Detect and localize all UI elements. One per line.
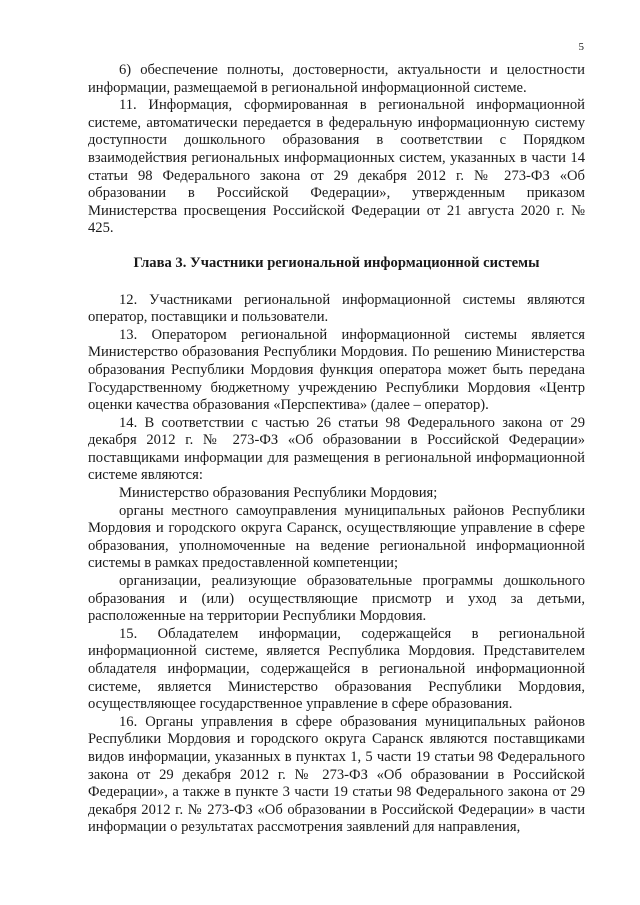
paragraph-16: 16. Органы управления в сфере образования муниципальных районов Республики Мордовия и городского округа Саранск являются поставщиками видов информации, указанных в пунктах 1, 5 части 19 статьи 98 Федерального закона от 29 декабря 2012 г. № 273-ФЗ «Об образовании в Российской Федерации», а также в пункте 3 части 19 статьи 98 Федерального закона от 29 декабря 2012 г. № 273-ФЗ «Об образовании в Российской Федерации» в части информации о результатах рассмотрения заявлений для направления,: [88, 713, 585, 836]
paragraph-item-6: 6) обеспечение полноты, достоверности, актуальности и целостности информации, размещаемой в региональной информационной системе.: [88, 62, 585, 96]
paragraph-11: 11. Информация, сформированная в региональной информационной системе, автоматически передается в федеральную информационную систему доступности дошкольного образования в соответствии с Порядком взаимодействия региональных информационных систем, указанных в части 14 статьи 98 Федерального закона от 29 декабря 2012 г. № 273-ФЗ «Об образовании в Российской Федерации», утвержденным приказом Министерства просвещения Российской Федерации от 21 августа 2020 г. № 425.: [88, 97, 585, 237]
paragraph-14: 14. В соответствии с частью 26 статьи 98 Федерального закона от 29 декабря 2012 г. № 273-ФЗ «Об образовании в Российской Федерации» поставщиками информации для размещения в региональной информационной системе являются:: [88, 414, 585, 484]
document-body: [88, 62, 585, 837]
page-number: 5: [578, 41, 584, 53]
chapter-heading: Глава 3. Участники региональной информационной системы: [133, 254, 540, 271]
list-item-local-authorities: органы местного самоуправления муниципальных районов Республики Мордовия и городского округа Саранск, осуществляющие управление в сфере образования, уполномоченные на ведение региональной информационной системы в рамках предоставленной компетенции;: [88, 502, 585, 572]
paragraph-13: 13. Оператором региональной информационной системы является Министерство образования Республики Мордовия. По решению Министерства образования Республики Мордовия функция оператора может быть передана Государственному бюджетному учреждению Республики Мордовия «Центр оценки качества образования «Перспектива» (далее – оператор).: [88, 326, 585, 414]
paragraph-12: 12. Участниками региональной информационной системы являются оператор, поставщики и пользователи.: [88, 291, 585, 326]
list-item-organizations: организации, реализующие образовательные программы дошкольного образования и (или) осуществляющие присмотр и уход за детьми, расположенные на территории Республики Мордовия.: [88, 573, 585, 625]
list-item-ministry: Министерство образования Республики Мордовия;: [119, 485, 438, 502]
paragraph-15: 15. Обладателем информации, содержащейся в региональной информационной системе, является Республика Мордовия. Представителем обладателя информации, содержащейся в региональной информационной системе, является Министерство образования Республики Мордовия, осуществляющее государственное управление в сфере образования.: [88, 625, 585, 713]
